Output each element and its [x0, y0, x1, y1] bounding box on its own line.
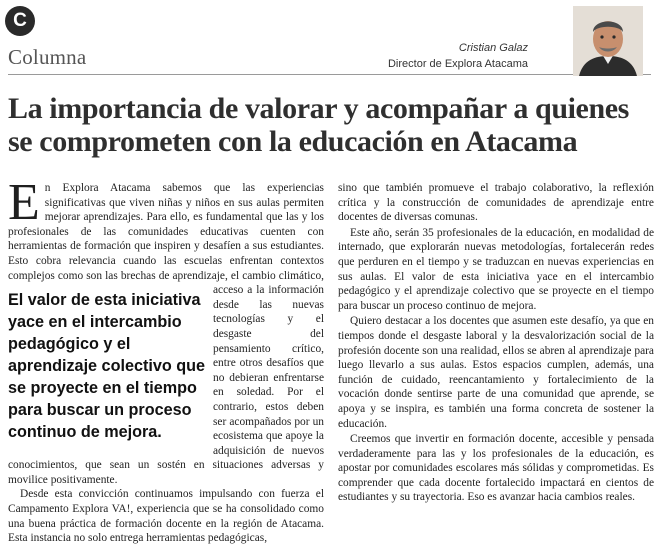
article-column-1	[8, 174, 325, 546]
headline: La importancia de valorar y acompañar a quienes se comprometen con la educación en Atacama	[8, 92, 629, 158]
header-divider	[8, 74, 651, 75]
intro-text-continued: el cambio climático, acceso a la información desde las nuevas tecnologías y el desgaste del pensamiento crítico, entre otros desafíos que no debieran enfrentarse en soledad. Por el contrario, estos deben ser acompañados por un ecosistema que apoye la adquisición de nuevos conocimientos, que sean un sostén en situaciones adversas y movilice positivamente.	[8, 269, 325, 486]
paragraph-2: Desde esta convicción continuamos impulsando con fuerza el Campamento Explora VA!, experiencia que se ha consolidado como una buena práctica de formación docente en la región de Atacama. Esta instancia no solo entrega herramientas pedagógicas,	[8, 488, 324, 545]
intro-paragraph	[8, 174, 325, 487]
article-column-2	[338, 181, 654, 505]
paragraph-6: Creemos que invertir en formación docente, accesible y pensada verdaderamente para las y los profesionales de la educación, es apostar por comunidades escolares más sólidas y comprometidas. Es comprender que cada docente fortalecido impactará en cientos de estudiantes y su trayectoria. Eso es avanzar hacia cambios reales.	[338, 433, 654, 504]
author-role: Director de Explora Atacama	[387, 58, 528, 70]
author-portrait-icon	[573, 6, 643, 76]
paragraph-4: Este año, serán 35 profesionales de la educación, en modalidad de internado, que explorarán nuevas metodologías, fortalecerán redes que perduren en el tiempo y se traduzcan en nuevas experiencias en sus aulas. El valor de esta iniciativa yace en el intercambio pedagógico y el aprendizaje colectivo que se proyecte en el tiempo para buscar un proceso continuo de mejora.	[338, 226, 654, 312]
column-badge: C	[5, 6, 35, 36]
pull-quote: El valor de esta iniciativa yace en el intercambio pedagógico y el aprendizaje colectivo que se proyecte en el tiempo para buscar un proceso continuo de mejora.	[8, 291, 206, 442]
intro-text: n Explora Atacama sabemos que las experiencias significativas que viven niñas y niños en sus aulas permiten mejorar aprendizajes. Para ello, es fundamental que las y los profesionales de las comunidades educativas cuenten con herramientas de formación que inspiren y desafíen a sus estudiantes. Esto cobra relevancia cuando las escuelas enfrentan contextos complejos como son las brechas de aprendizaje,	[8, 182, 324, 282]
author-name: Cristian Galaz	[458, 42, 528, 54]
paragraph-3: sino que también promueve el trabajo colaborativo, la reflexión crítica y la construcción de comunidades de aprendizaje entre docentes de diversas comunas.	[338, 182, 654, 224]
dropcap: E	[8, 174, 40, 231]
paragraph-5: Quiero destacar a los docentes que asumen este desafío, ya que en tiempos donde el desgaste laboral y la desvalorización social de la profesión docente son una realidad, ellos se abren al aprendizaje para luego llevarlo a sus aulas. Estos espacios cumplen, además, una función de cuidado, reencantamiento y fortalecimiento de la vocación donde sentirse parte de una comunidad que aprende, se apoya y se inspira, es también una forma concreta de sostener la educación.	[338, 315, 654, 430]
author-byline	[388, 42, 528, 70]
section-label: Columna	[8, 45, 87, 69]
